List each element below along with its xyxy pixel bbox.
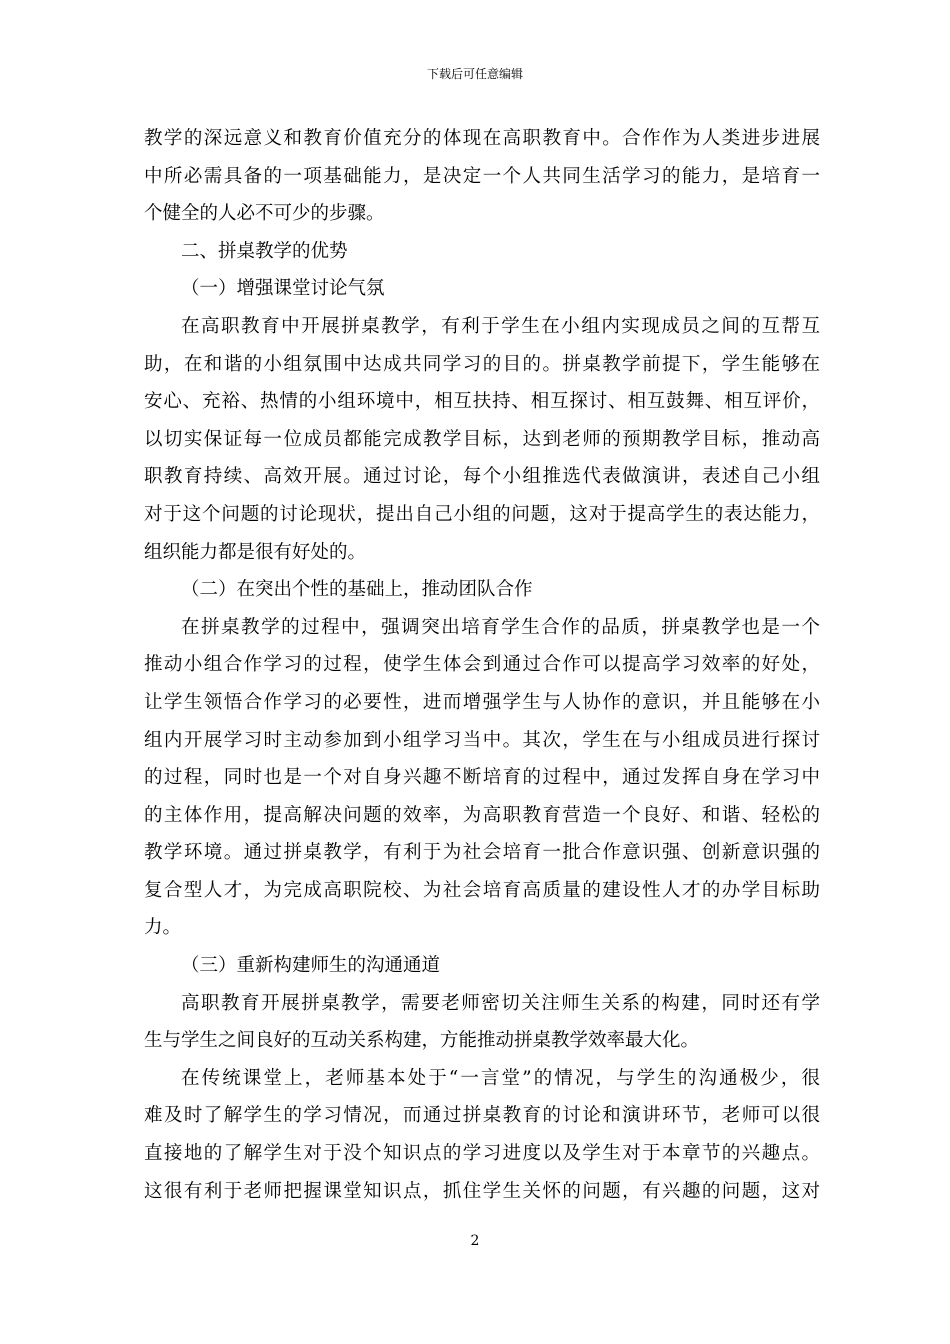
text-line: 安心、充裕、热情的小组环境中，相互扶持、相互探讨、相互鼓舞、相互评价， (144, 391, 820, 413)
text-line: 中所必需具备的一项基础能力，是决定一个人共同生活学习的能力，是培育一 (144, 165, 820, 187)
text-line: 这很有利于老师把握课堂知识点，抓住学生关怀的问题，有兴趣的问题，这对 (144, 1180, 820, 1202)
text-line: 个健全的人必不可少的步骤。 (144, 203, 385, 225)
document-body (144, 120, 820, 1210)
text-line: 教学环境。通过拼桌教学，有利于为社会培育一批合作意识强、创新意识强的 (144, 842, 820, 864)
text-line: 二、拼桌教学的优势 (181, 240, 348, 262)
text-line: 在拼桌教学的过程中，强调突出培育学生合作的品质，拼桌教学也是一个 (181, 616, 820, 638)
text-line: （二）在突出个性的基础上，推动团队合作 (181, 579, 533, 601)
text-line: 职教育持续、高效开展。通过讨论，每个小组推选代表做演讲，表述自己小组 (144, 466, 820, 488)
text-line: 直接地的了解学生对于没个知识点的学习进度以及学生对于本章节的兴趣点。 (144, 1143, 820, 1165)
text-line: 推动小组合作学习的过程，使学生体会到通过合作可以提高学习效率的好处， (144, 654, 820, 676)
text-line: （一）增强课堂讨论气氛 (181, 278, 385, 300)
text-line: （三）重新构建师生的沟通通道 (181, 955, 441, 977)
text-line: 在高职教育中开展拼桌教学，有利于学生在小组内实现成员之间的互帮互 (181, 315, 820, 337)
text-line: 的主体作用，提高解决问题的效率，为高职教育营造一个良好、和谐、轻松的 (144, 804, 820, 826)
text-line: 难及时了解学生的学习情况，而通过拼桌教育的讨论和演讲环节，老师可以很 (144, 1105, 820, 1127)
text-line: 高职教育开展拼桌教学，需要老师密切关注师生关系的构建，同时还有学 (181, 992, 820, 1014)
text-line: 的过程，同时也是一个对自身兴趣不断培育的过程中，通过发挥自身在学习中 (144, 767, 820, 789)
text-line: 教学的深远意义和教育价值充分的体现在高职教育中。合作作为人类进步进展 (144, 128, 820, 149)
text-line: 组内开展学习时主动参加到小组学习当中。其次，学生在与小组成员进行探讨 (144, 729, 820, 751)
text-line: 生与学生之间良好的互动关系构建，方能推动拼桌教学效率最大化。 (144, 1030, 700, 1052)
text-line: 在传统课堂上，老师基本处于“一言堂”的情况，与学生的沟通极少，很 (181, 1067, 820, 1089)
text-line: 让学生领悟合作学习的必要性，进而增强学生与人协作的意识，并且能够在小 (144, 691, 820, 713)
text-line: 力。 (144, 917, 182, 939)
text-line: 组织能力都是很有好处的。 (144, 541, 367, 563)
text-line: 助，在和谐的小组氛围中达成共同学习的目的。拼桌教学前提下，学生能够在 (144, 353, 820, 375)
text-line: 以切实保证每一位成员都能完成教学目标，达到老师的预期教学目标，推动高 (144, 428, 820, 450)
text-line: 复合型人才，为完成高职院校、为社会培育高质量的建设性人才的办学目标助 (144, 879, 820, 901)
page-header: 下载后可任意编辑 (426, 67, 523, 81)
text-line: 对于这个问题的讨论现状，提出自己小组的问题，这对于提高学生的表达能力， (144, 503, 820, 525)
page-number: 2 (470, 1233, 480, 1249)
